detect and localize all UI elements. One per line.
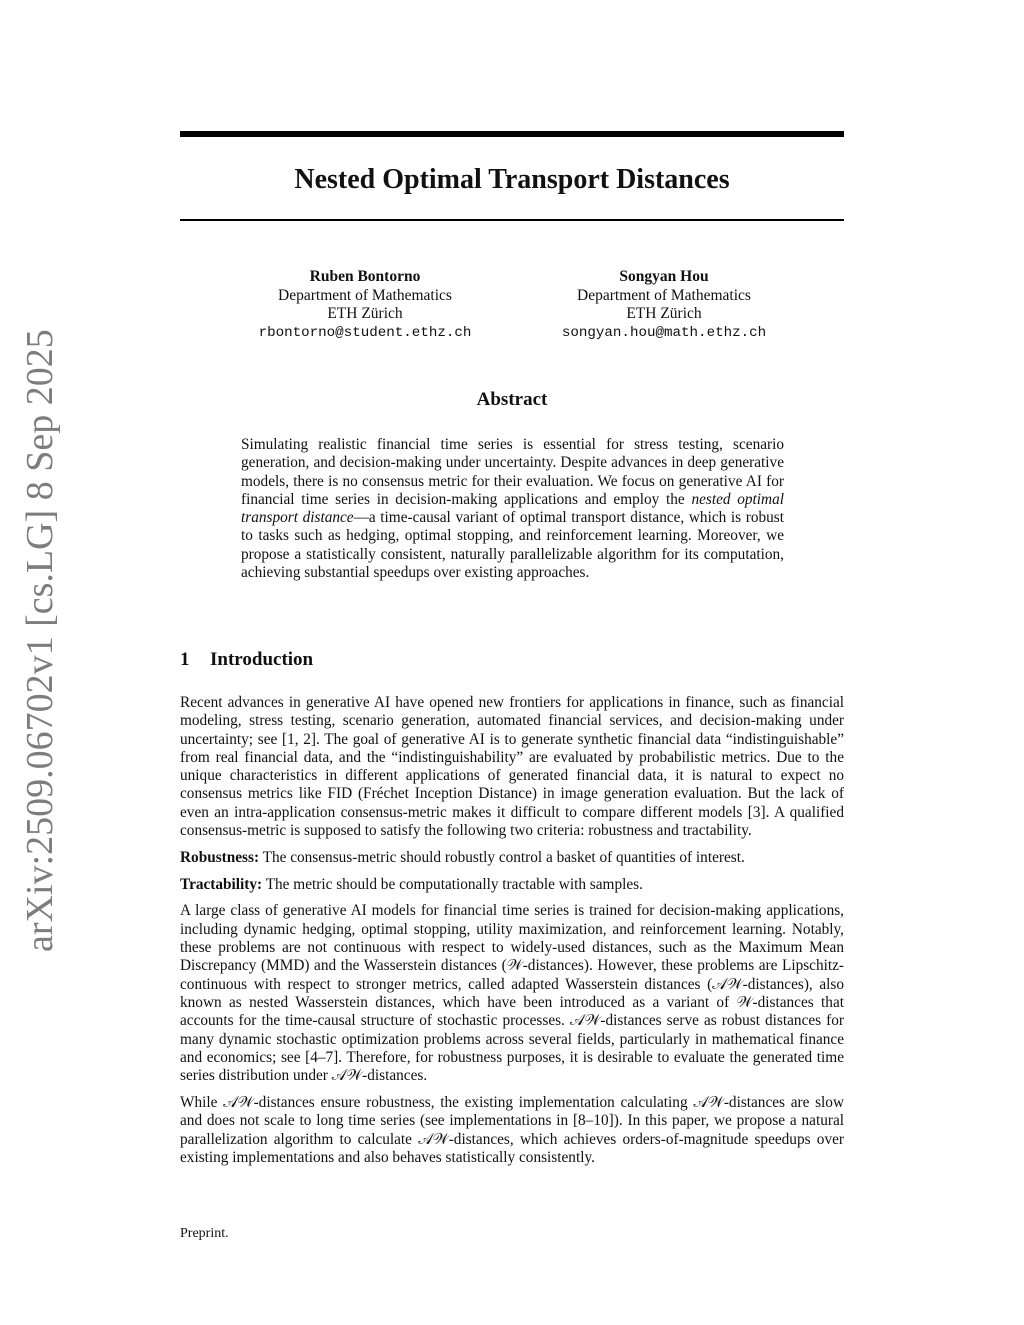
author-department: Department of Mathematics [278, 286, 452, 304]
author-email[interactable]: rbontorno@student.ethz.ch [258, 324, 472, 341]
tractability-text: The metric should be computationally tractable with samples. [262, 875, 643, 893]
tractability-criterion [180, 876, 844, 894]
author-department: Department of Mathematics [577, 286, 751, 304]
title-top-rule [180, 131, 844, 137]
author-name: Songyan Hou [619, 268, 709, 285]
abstract-heading: Abstract [476, 389, 548, 410]
title-bottom-rule [180, 219, 844, 221]
section-title: Introduction [210, 649, 314, 670]
author-institution: ETH Zürich [327, 305, 403, 322]
tractability-label: Tractability: [180, 875, 263, 893]
section-number: 1 [180, 649, 190, 670]
abstract-text-part: Simulating realistic financial time series is essential for stress testing, scenario generation, and decision-making under uncertainty. Despite advances in deep generative models, there is no consensus metric for their evaluation. We focus on generative AI for financial time series in decision-making applications and employ the [241, 436, 784, 508]
preprint-footer: Preprint. [180, 1226, 229, 1241]
introduction-body [180, 694, 844, 1176]
intro-paragraph-1: Recent advances in generative AI have opened new frontiers for applications in finance, such as financial modeling, stress testing, scenario generation, automated financial services, and decision-making under uncertainty; see [1, 2]. The goal of generative AI is to generate synthetic financial data “indistinguishable” from real financial data, and the “indistinguishability” are evaluated by probabilistic metrics. Due to the unique characteristics in different applications of generated financial data, it is natural to expect no consensus metrics like FID (Fréchet Inception Distance) in image generation evaluation. But the lack of even an intra-application consensus-metric makes it difficult to compare different models [3]. A qualified consensus-metric is supposed to satisfy the following two criteria: robustness and tractability. [180, 694, 844, 840]
robustness-label: Robustness: [180, 848, 260, 866]
robustness-criterion [180, 849, 844, 867]
abstract-text [241, 436, 784, 582]
author-institution: ETH Zürich [626, 305, 702, 322]
author-block-1 [215, 268, 515, 342]
robustness-text: The consensus-metric should robustly control a basket of quantities of interest. [259, 848, 745, 866]
author-block-2 [514, 268, 814, 342]
section-heading [180, 648, 313, 672]
intro-paragraph-3: While 𝒜𝒲-distances ensure robustness, the existing implementation calculating 𝒜𝒲-distances are slow and does not scale to long time series (see implementations in [8–10]). In this paper, we propose a natural parallelization algorithm to calculate 𝒜𝒲-distances, which achieves orders-of-magnitude speedups over existing implementations and also behaves statistically consistently. [180, 1093, 844, 1166]
author-name: Ruben Bontorno [309, 268, 421, 285]
paper-title: Nested Optimal Transport Distances [294, 164, 730, 195]
author-email[interactable]: songyan.hou@math.ethz.ch [561, 324, 767, 341]
abstract-emphasis: nested optimal transport distance [241, 490, 784, 527]
intro-paragraph-2: A large class of generative AI models for financial time series is trained for decision-making applications, including dynamic hedging, optimal stopping, utility maximization, and reinforcement learning. Notably, these problems are not continuous with respect to widely-used distances, such as the Maximum Mean Discrepancy (MMD) and the Wasserstein distances (𝒲-distances). However, these problems are Lipschitz-continuous with respect to stronger metrics, called adapted Wasserstein distances (𝒜𝒲-distances), also known as nested Wasserstein distances, which have been introduced as a variant of 𝒲-distances that accounts for the time-causal structure of stochastic processes. 𝒜𝒲-distances serve as robust distances for many dynamic stochastic optimization problems across several fields, particularly in mathematical finance and economics; see [4–7]. Therefore, for robustness purposes, it is desirable to evaluate the generated time series distribution under 𝒜𝒲-distances. [180, 902, 844, 1085]
arxiv-stamp: arXiv:2509.06702v1 [cs.LG] 8 Sep 2025 [19, 329, 61, 952]
abstract-text-part: —a time-causal variant of optimal transport distance, which is robust to tasks such as hedging, optimal stopping, and reinforcement learning. Moreover, we propose a statistically consistent, naturally parallelizable algorithm for its computation, achieving substantial speedups over existing approaches. [241, 509, 784, 582]
